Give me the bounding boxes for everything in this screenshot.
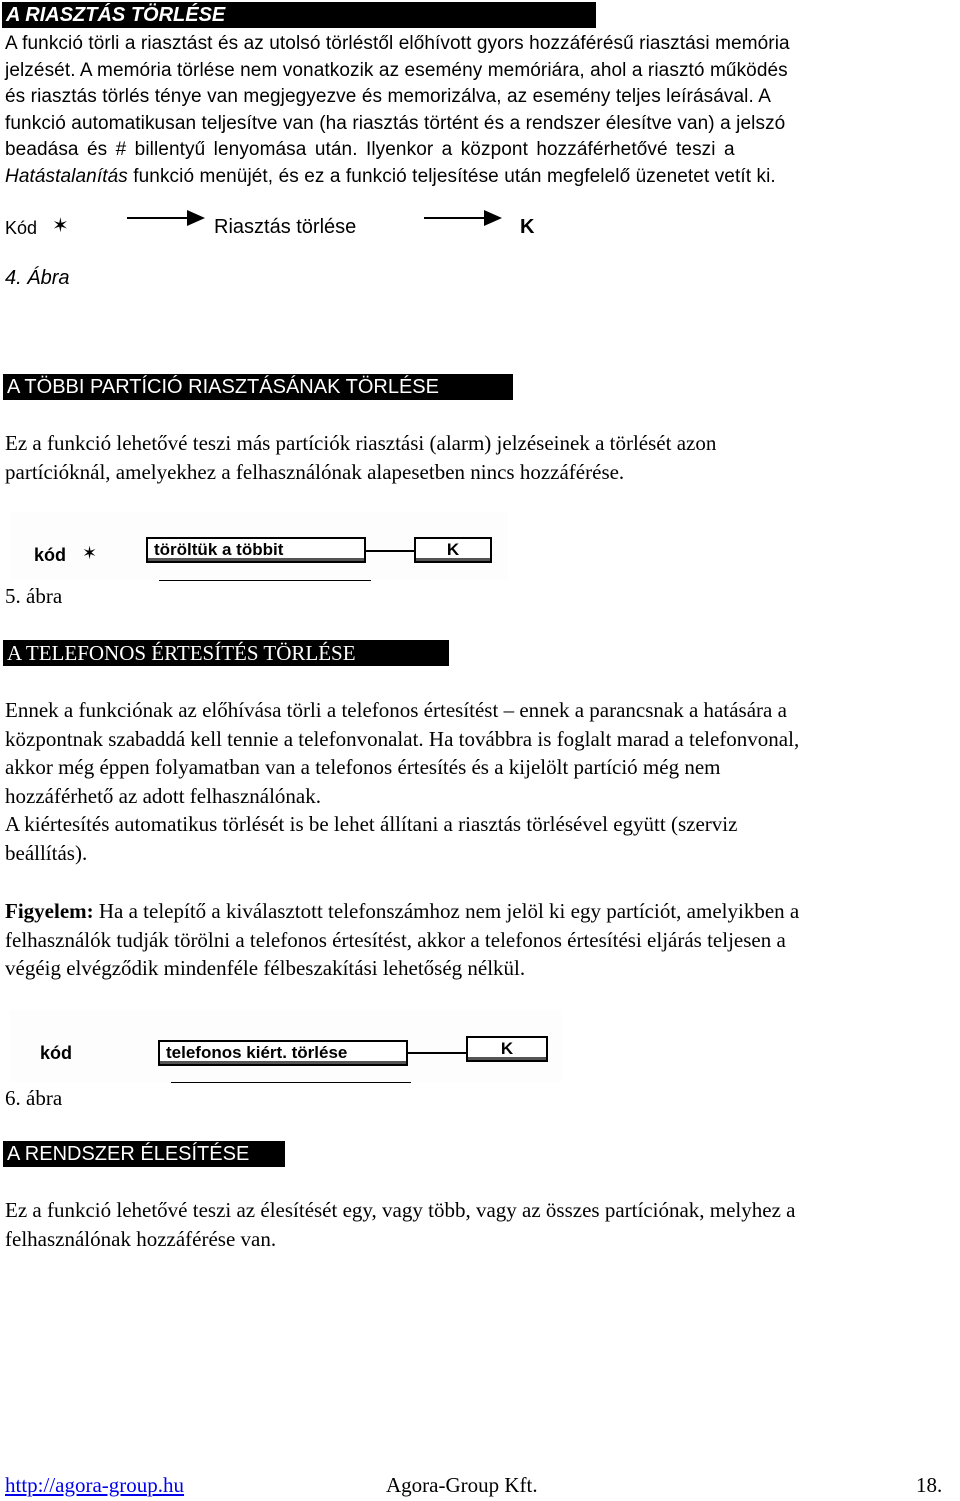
text-line: beadása és # billentyű lenyomása után. Ilyenkor a központ hozzáférhetővé teszi a [5,139,735,160]
text-line: végéig elvégződik mindenféle félbeszakítási lehetőség nélkül. [5,956,526,980]
phone-notify-paragraph [5,696,955,867]
figure-keypad-display [10,512,508,580]
section-heading-alarm-clear: A RIASZTÁS TÖRLÉSE [2,2,596,28]
flow-step-label: Riasztás törlése [214,216,357,238]
figure-code-label: kód [34,545,67,565]
footer-page-number: 18. [916,1473,943,1497]
flow-end-label: K [520,216,535,238]
warning-paragraph [5,897,955,983]
footer-link[interactable]: http://agora-group.hu [5,1473,185,1497]
connector-line [408,1052,466,1054]
text-line: A funkció törli a riasztást és az utolsó törléstől előhívott gyors hozzáférésű riasztási memória [5,33,790,54]
figure-caption: 6. ábra [5,1086,63,1110]
text-line: Ez a funkció lehetővé teszi az élesítését egy, vagy több, vagy az összes partíciónak, melyhez a [5,1198,796,1222]
text-line [5,897,955,926]
connector-line [366,550,414,552]
alarm-clear-paragraph [5,31,957,190]
text-line: A kiértesítés automatikus törlését is be lehet állítani a riasztás törlésével együtt (szerviz [5,812,738,836]
arming-paragraph [5,1196,955,1253]
figure-keypad-display [10,1010,562,1082]
text-line: akkor még éppen folyamatban van a telefonos értesítés és a kijelölt partíció még nem [5,755,721,779]
text-line: felhasználók tudják törölni a telefonos értesítést, akkor a telefonos értesítési eljárás teljesen a [5,927,786,952]
warning-label: Figyelem: [5,899,94,923]
section-heading-arming: A RENDSZER ÉLESÍTÉSE [3,1141,285,1167]
star-icon: ✶ [82,543,98,563]
figure-caption: 5. ábra [5,584,63,608]
text-line: és riasztás törlés ténye van megjegyezve és memorizálva, az esemény teljes leírásával. A [5,86,771,107]
flow-code-label: Kód [5,218,38,238]
text-line [5,164,957,191]
figure-underline [159,580,371,581]
arrow-icon [127,208,207,228]
section-heading-other-partitions: A TÖBBI PARTÍCIÓ RIASZTÁSÁNAK TÖRLÉSE [3,374,513,400]
other-partitions-paragraph [5,429,955,486]
text-line: partícióknál, amelyekhez a felhasználónak alapesetben nincs hozzáférése. [5,459,625,484]
text-line: felhasználónak hozzáférése van. [5,1226,277,1251]
lcd-display: töröltük a többit [146,537,366,563]
lcd-display: telefonos kiért. törlése [158,1040,408,1066]
figure-underline [171,1082,411,1083]
text-line: jelzését. A memória törlése nem vonatkozik az esemény memóriára, ahol a riasztó működés [5,59,788,81]
text-span: Ha a telepítő a kiválasztott telefonszámhoz nem jelöl ki egy partíciót, amelyikben a [93,899,800,923]
figure-caption: 4. Ábra [5,267,70,289]
star-icon: ✶ [52,215,69,237]
lcd-end-box: K [466,1036,548,1062]
lcd-end-box: K [414,537,492,563]
text-span: funkció menüjét, és ez a funkció teljesítése után megfelelő üzenetet vetít ki. [127,165,776,187]
text-line: beállítás). [5,840,88,865]
text-line: Ennek a funkciónak az előhívása törli a telefonos értesítést – ennek a parancsnak a hatására a [5,698,787,722]
italic-term: Hatástalanítás [5,165,128,187]
arrow-icon [424,208,504,228]
text-line: hozzáférhető az adott felhasználónak. [5,783,321,808]
section-heading-phone-notify: A TELEFONOS ÉRTESÍTÉS TÖRLÉSE [3,640,449,666]
text-line: Ez a funkció lehetővé teszi más partíciók riasztási (alarm) jelzéseinek a törlését azon [5,431,717,455]
text-line: funkció automatikusan teljesítve van (ha riasztás történt és a rendszer élesítve van) a jelszó [5,112,786,134]
text-line: központnak szabaddá kell tennie a telefonvonalat. Ha továbbra is foglalt marad a telefonvonal, [5,726,800,751]
footer-company: Agora-Group Kft. [386,1473,538,1497]
figure-code-label: kód [40,1043,73,1063]
